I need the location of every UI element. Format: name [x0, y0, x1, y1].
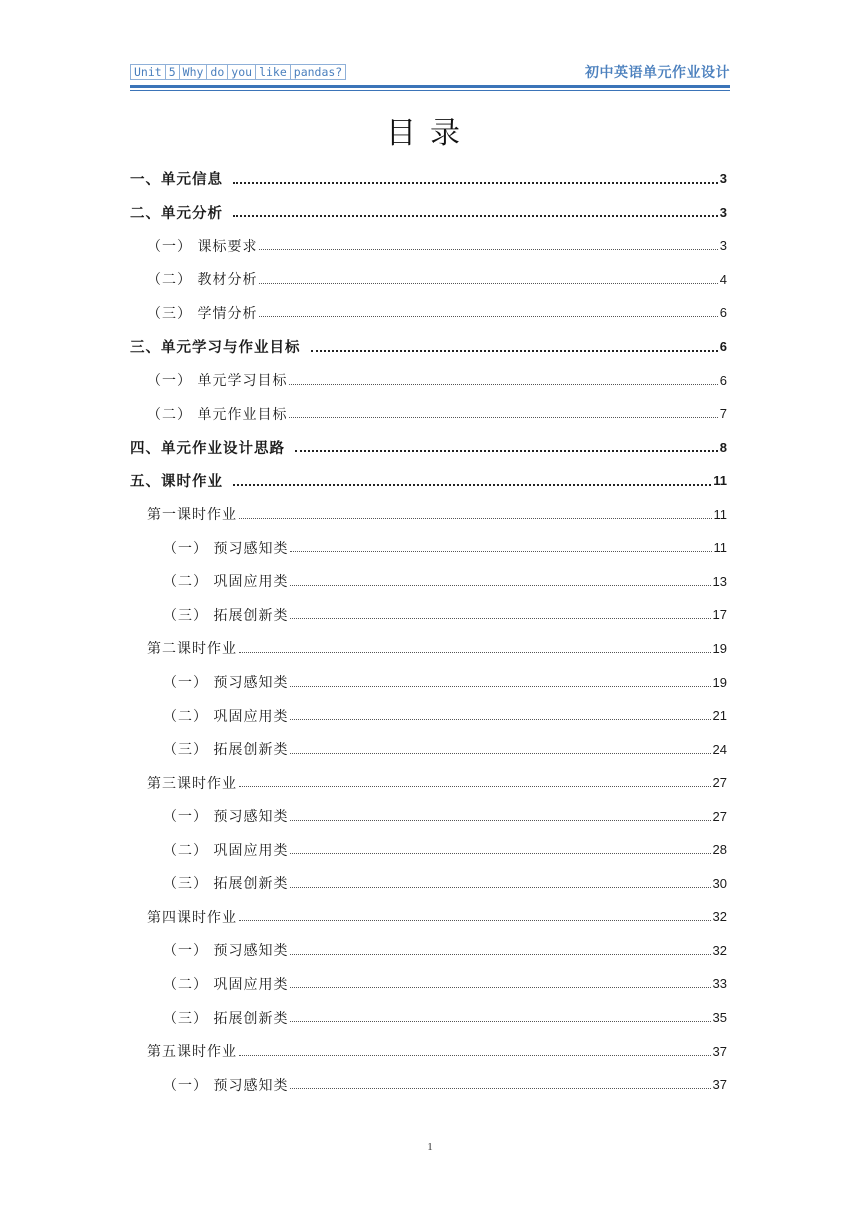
- toc-entry-page: 27: [712, 775, 727, 791]
- toc-entry[interactable]: [130, 766, 727, 800]
- toc-entry-label: （二） 单元作业目标: [147, 406, 288, 423]
- toc-leader-dots: [289, 417, 717, 418]
- toc-entry-page: 3: [719, 171, 727, 187]
- toc-leader-dots: [295, 450, 718, 452]
- header-rule-thin: [130, 90, 730, 91]
- toc-entry[interactable]: [130, 833, 727, 867]
- toc-leader-dots: [239, 786, 711, 787]
- toc-entry[interactable]: [130, 363, 727, 397]
- toc-leader-dots: [289, 384, 717, 385]
- toc-entry-page: 32: [712, 909, 727, 925]
- toc-entry-label: （三） 拓展创新类: [163, 742, 289, 759]
- header-unit-title: [130, 64, 346, 80]
- toc-entry[interactable]: [130, 967, 727, 1001]
- toc-entry-page: 3: [719, 238, 727, 254]
- toc-entry[interactable]: [130, 330, 727, 364]
- toc-entry-page: 13: [712, 573, 727, 589]
- toc-entry[interactable]: [130, 229, 727, 263]
- toc-leader-dots: [239, 920, 711, 921]
- toc-entry-label: （一） 预习感知类: [163, 809, 289, 826]
- toc-entry[interactable]: [130, 665, 727, 699]
- toc-entry-label: （一） 预习感知类: [163, 943, 289, 960]
- toc-leader-dots: [233, 182, 718, 184]
- toc-leader-dots: [290, 820, 710, 821]
- toc-entry[interactable]: [130, 498, 727, 532]
- toc-leader-dots: [239, 1055, 711, 1056]
- toc-leader-dots: [290, 551, 711, 552]
- toc-entry-label: （二） 教材分析: [147, 272, 258, 289]
- toc-entry-label: 第五课时作业: [147, 1044, 237, 1061]
- toc-entry[interactable]: [130, 1001, 727, 1035]
- toc-leader-dots: [290, 987, 710, 988]
- toc-entry-page: 28: [712, 842, 727, 858]
- toc-entry[interactable]: [130, 263, 727, 297]
- header-word: do: [207, 64, 228, 80]
- toc-entry[interactable]: [130, 464, 727, 498]
- toc-entry-page: 8: [719, 439, 727, 455]
- toc-entry[interactable]: [130, 867, 727, 901]
- header-word: Why: [180, 64, 208, 80]
- toc-entry-label: 第二课时作业: [147, 641, 237, 658]
- toc-entry[interactable]: [130, 598, 727, 632]
- toc-leader-dots: [259, 316, 717, 317]
- toc-leader-dots: [259, 249, 717, 250]
- header-doc-title: 初中英语单元作业设计: [585, 65, 730, 81]
- toc-entry-page: 3: [719, 204, 727, 220]
- toc-leader-dots: [233, 484, 711, 486]
- toc-leader-dots: [290, 618, 710, 619]
- toc-entry-page: 19: [712, 674, 727, 690]
- toc-entry-label: （二） 巩固应用类: [163, 976, 289, 993]
- toc-leader-dots: [290, 719, 710, 720]
- toc-entry-label: （二） 巩固应用类: [163, 842, 289, 859]
- toc-leader-dots: [290, 753, 710, 754]
- toc-leader-dots: [290, 954, 710, 955]
- header-word: like: [256, 64, 291, 80]
- toc-entry-page: 35: [712, 1010, 727, 1025]
- header-rule-thick: [130, 85, 730, 88]
- toc-entry[interactable]: [130, 799, 727, 833]
- toc-leader-dots: [290, 686, 710, 687]
- toc-entry-page: 21: [712, 708, 727, 724]
- toc-entry-label: （三） 学情分析: [147, 305, 258, 322]
- toc-entry[interactable]: [130, 296, 727, 330]
- toc-entry[interactable]: [130, 632, 727, 666]
- toc-entry-label: （三） 拓展创新类: [163, 607, 289, 624]
- toc-leader-dots: [290, 887, 710, 888]
- toc-entry-page: 27: [712, 808, 727, 824]
- toc-entry[interactable]: [130, 430, 727, 464]
- toc-entry-label: 第一课时作业: [147, 507, 237, 524]
- toc-entry[interactable]: [130, 196, 727, 230]
- toc-entry-label: （三） 拓展创新类: [163, 876, 289, 893]
- toc-entry-label: （一） 预习感知类: [163, 1077, 289, 1094]
- toc-entry[interactable]: [130, 1068, 727, 1102]
- toc-entry-page: 6: [719, 372, 727, 388]
- toc-entry-label: 一、单元信息: [130, 172, 223, 189]
- toc-entry-page: 4: [719, 271, 727, 287]
- toc-entry-label: 四、单元作业设计思路: [130, 440, 285, 457]
- toc-leader-dots: [311, 350, 718, 352]
- page-number: 1: [427, 1141, 433, 1153]
- toc-entry[interactable]: [130, 900, 727, 934]
- toc-entry[interactable]: [130, 1034, 727, 1068]
- toc-leader-dots: [233, 215, 718, 217]
- toc-entry-label: （一） 预习感知类: [163, 675, 289, 691]
- toc-entry-page: 37: [712, 1077, 727, 1093]
- toc-entry-label: （一） 单元学习目标: [147, 373, 288, 390]
- toc-entry-page: 30: [712, 875, 727, 891]
- toc-entry[interactable]: [130, 531, 727, 565]
- toc-entry-page: 37: [712, 1043, 727, 1059]
- toc-entry[interactable]: [130, 565, 727, 599]
- toc-entry-label: 第三课时作业: [147, 775, 237, 792]
- toc-entry-page: 17: [712, 607, 727, 623]
- header-word: Unit: [130, 64, 166, 80]
- toc-entry[interactable]: [130, 397, 727, 431]
- header-word: you: [228, 64, 256, 80]
- toc-entry-label: 第四课时作业: [147, 909, 237, 926]
- toc-entry[interactable]: [130, 162, 727, 196]
- toc-leader-dots: [239, 518, 712, 519]
- header-word: 5: [166, 64, 180, 80]
- toc-entry-page: 6: [719, 305, 727, 321]
- toc-entry-label: （二） 巩固应用类: [163, 708, 289, 725]
- toc-entry-label: （二） 巩固应用类: [163, 574, 289, 591]
- toc-entry-page: 24: [712, 741, 727, 757]
- toc-leader-dots: [239, 652, 711, 653]
- toc-leader-dots: [259, 283, 717, 284]
- toc-entry-page: 33: [712, 976, 727, 992]
- toc-entry-page: 32: [712, 942, 727, 958]
- toc-leader-dots: [290, 585, 710, 586]
- page-header: [130, 62, 730, 84]
- toc-entry-page: 6: [719, 339, 727, 354]
- header-word: pandas?: [291, 64, 346, 80]
- toc-entry[interactable]: [130, 732, 727, 766]
- toc-entry[interactable]: [130, 934, 727, 968]
- toc-entry-page: 11: [713, 506, 727, 522]
- toc-entry-label: （一） 预习感知类: [163, 540, 289, 557]
- toc-entry-page: 11: [713, 540, 727, 556]
- toc-entry-label: （三） 拓展创新类: [163, 1010, 289, 1027]
- toc-leader-dots: [290, 1021, 710, 1022]
- page-title: 目录: [386, 116, 474, 151]
- toc-entry-label: 三、单元学习与作业目标: [130, 340, 301, 356]
- toc-entry-label: 五、课时作业: [130, 474, 223, 491]
- toc-leader-dots: [290, 853, 710, 854]
- toc-entry-label: （一） 课标要求: [147, 238, 258, 255]
- toc-entry-page: 11: [713, 473, 727, 489]
- toc-entry-page: 19: [712, 640, 727, 656]
- toc-entry-label: 二、单元分析: [130, 205, 223, 222]
- toc-leader-dots: [290, 1088, 710, 1089]
- toc-entry[interactable]: [130, 699, 727, 733]
- toc-entry-page: 7: [719, 406, 727, 422]
